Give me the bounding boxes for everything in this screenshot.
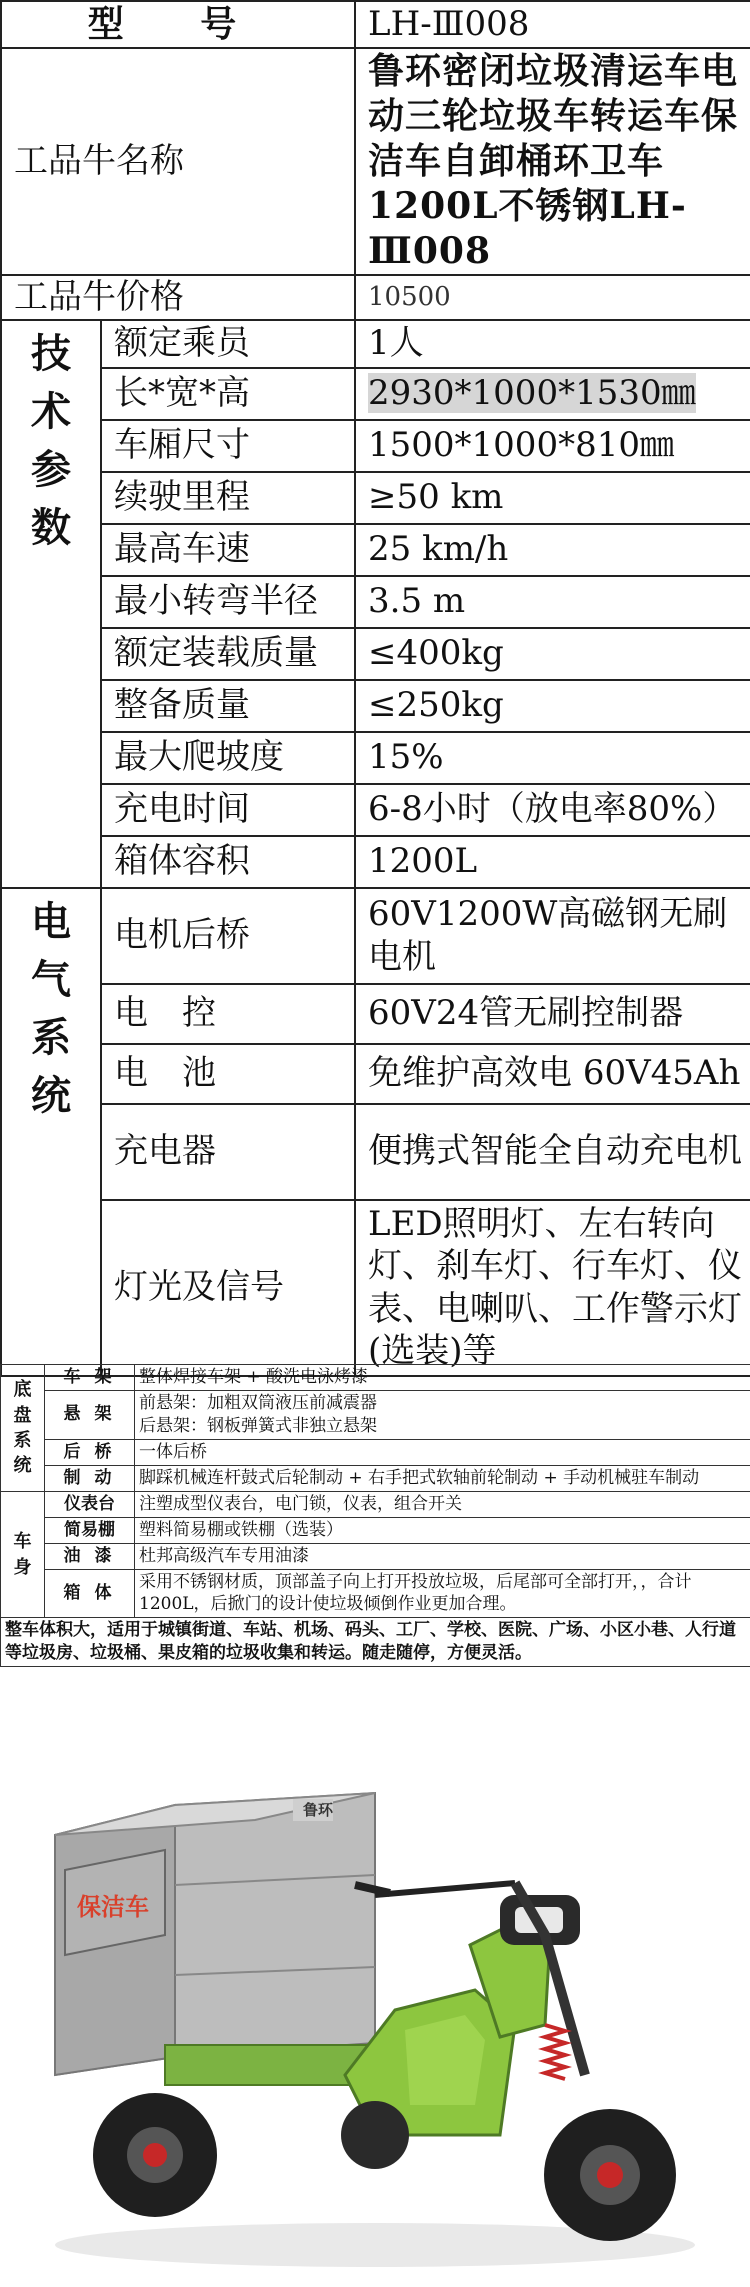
chassis-row-value	[135, 1390, 750, 1439]
chassis-row-value: 一体后桥	[135, 1439, 750, 1465]
chassis-row-label: 车 架	[45, 1365, 135, 1391]
body-row-value: 塑料简易棚或铁棚（选装）	[135, 1517, 750, 1543]
electrical-row-label: 电 控	[101, 984, 355, 1044]
electrical-row-label: 电机后桥	[101, 888, 355, 984]
electrical-row-value: 60V1200W高磁钢无刷电机	[355, 888, 750, 984]
tech-row-value: 25 km/h	[355, 524, 750, 576]
chassis-row-value: 脚踩机械连杆鼓式后轮制动 + 右手把式软轴前轮制动 + 手动机械驻车制动	[135, 1465, 750, 1491]
electrical-row-value: LED照明灯、左右转向灯、刹车灯、行车灯、仪表、电喇叭、工作警示灯(选装)等	[355, 1200, 750, 1376]
tech-row-label: 额定装载质量	[101, 628, 355, 680]
electrical-row-label: 灯光及信号	[101, 1200, 355, 1376]
chassis-row-value: 整体焊接车架 + 酸洗电泳烤漆	[135, 1365, 750, 1391]
body-row-label: 仪表台	[45, 1491, 135, 1517]
front-wheel	[544, 2109, 676, 2241]
model-value: LH-Ⅲ008	[355, 1, 750, 48]
detail-table	[0, 1364, 750, 1667]
front-suspension-spring	[545, 2025, 565, 2079]
tech-row-label: 最大爬坡度	[101, 732, 355, 784]
tech-row-value: ≥50 km	[355, 472, 750, 524]
body-section-title: 车身	[1, 1491, 45, 1618]
tech-row-value: 1人	[355, 320, 750, 368]
electrical-row-label: 电 池	[101, 1044, 355, 1104]
chassis-row-label: 悬 架	[45, 1390, 135, 1439]
tech-row-label: 最高车速	[101, 524, 355, 576]
middle-wheel	[341, 2101, 409, 2169]
tech-row-label: 续驶里程	[101, 472, 355, 524]
tech-row-value: 3.5 m	[355, 576, 750, 628]
tech-row-label: 额定乘员	[101, 320, 355, 368]
tech-section-title: 技术参数	[1, 320, 101, 888]
product-name-label: 工品牛名称	[1, 48, 355, 275]
product-price-value: 10500	[355, 275, 750, 320]
vehicle-image	[45, 1775, 725, 2275]
tech-row-value: ≤400kg	[355, 628, 750, 680]
product-name-value: 鲁环密闭垃圾清运车电动三轮垃圾车转运车保洁车自卸桶环卫车1200L不锈钢LH-Ⅲ008	[355, 48, 750, 275]
tech-row-label: 充电时间	[101, 784, 355, 836]
body-row-value: 杜邦高级汽车专用油漆	[135, 1543, 750, 1569]
chassis-section-title: 底盘系统	[1, 1365, 45, 1492]
tech-row-value: 1200L	[355, 836, 750, 888]
body-row-value: 采用不锈钢材质，顶部盖子向上打开投放垃圾，后尾部可全部打开，，合计1200L，后掀门的设计使垃圾倾倒作业更加合理。	[135, 1569, 750, 1618]
electrical-row-value: 免维护高效电 60V45Ah	[355, 1044, 750, 1104]
tech-row-label: 箱体容积	[101, 836, 355, 888]
tech-row-value: ≤250kg	[355, 680, 750, 732]
electrical-section-title: 电气系统	[1, 888, 101, 1376]
door-text: 保洁车	[77, 1893, 149, 1921]
electrical-row-value: 便携式智能全自动充电机	[355, 1104, 750, 1200]
tech-row-label: 最小转弯半径	[101, 576, 355, 628]
tech-row-label: 长*宽*高	[101, 368, 355, 420]
tech-row-value: 15%	[355, 732, 750, 784]
cargo-box	[55, 1793, 375, 2075]
model-label: 型 号	[1, 1, 355, 48]
body-row-label: 简易棚	[45, 1517, 135, 1543]
tech-row-value	[355, 368, 750, 420]
tech-row-label: 整备质量	[101, 680, 355, 732]
rear-wheel	[93, 2093, 217, 2217]
electrical-row-label: 充电器	[101, 1104, 355, 1200]
product-price-label: 工品牛价格	[1, 275, 355, 320]
tech-row-value: 6-8小时（放电率80%）	[355, 784, 750, 836]
front-suspension: 前悬架：加粗双筒液压前减震器	[139, 1392, 377, 1413]
summary-text: 整车体积大，适用于城镇街道、车站、机场、码头、工厂、学校、医院、广场、小区小巷、人行道等垃圾房、垃圾桶、果皮箱的垃圾收集和转运。随走随停，方便灵活。	[1, 1618, 750, 1667]
chassis-row-label: 后 桥	[45, 1439, 135, 1465]
body-row-label: 箱 体	[45, 1569, 135, 1618]
chassis-row-label: 制 动	[45, 1465, 135, 1491]
body-row-value: 注塑成型仪表台，电门锁，仪表，组合开关	[135, 1491, 750, 1517]
body-row-label: 油 漆	[45, 1543, 135, 1569]
electrical-row-value: 60V24管无刷控制器	[355, 984, 750, 1044]
dimension-highlight: 2930*1000*1530㎜	[368, 373, 696, 414]
tech-row-label: 车厢尺寸	[101, 420, 355, 472]
rear-suspension: 后悬架：钢板弹簧式非独立悬架	[139, 1415, 377, 1436]
tech-row-value: 1500*1000*810㎜	[355, 420, 750, 472]
brand-text: 鲁环	[303, 1801, 334, 1819]
